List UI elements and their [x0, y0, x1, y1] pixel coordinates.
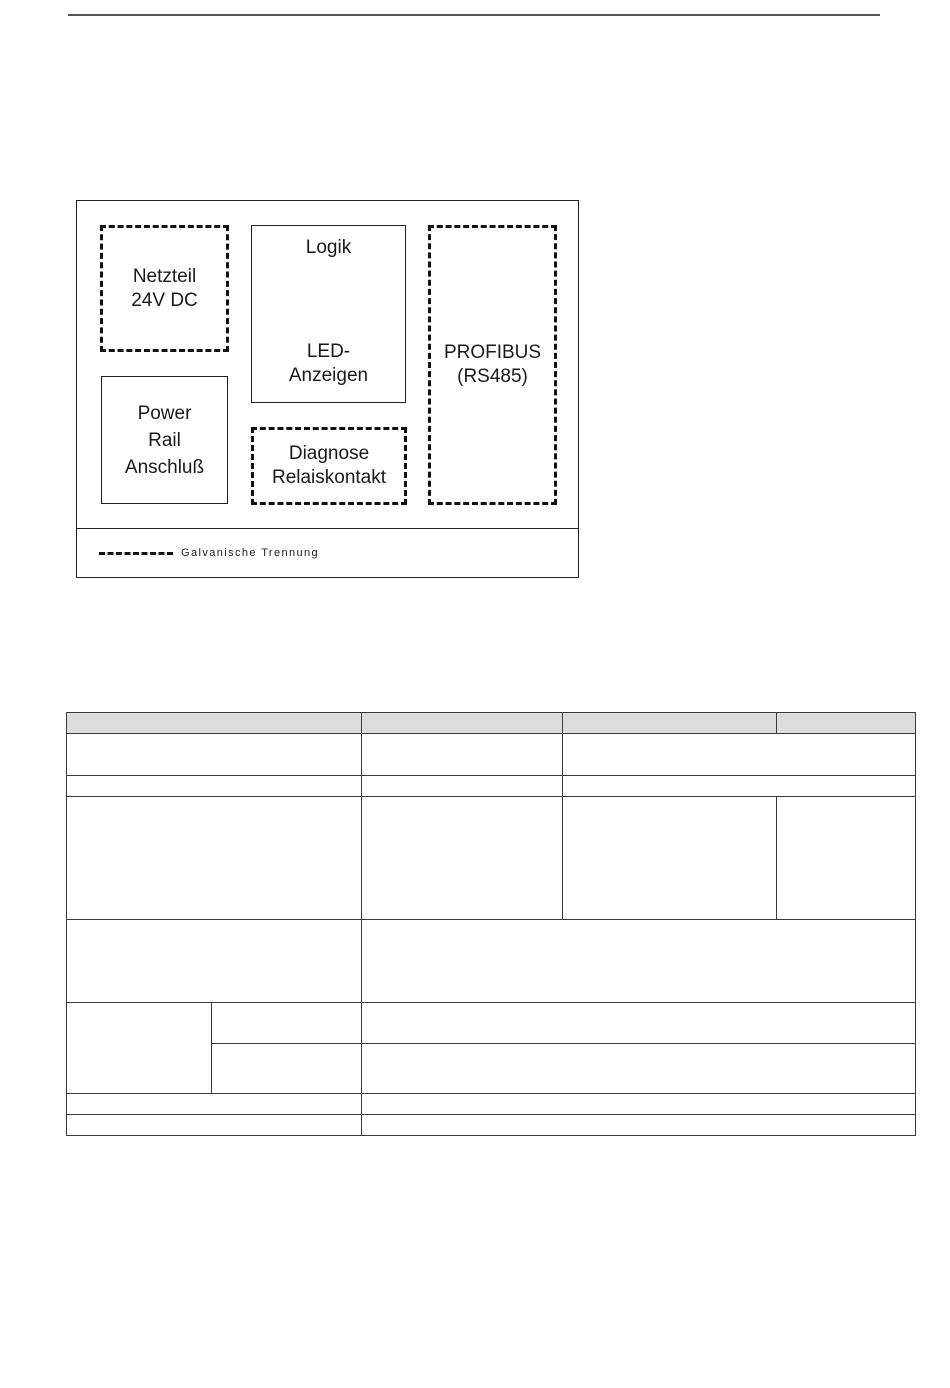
isolation-block-diagram [76, 200, 579, 578]
table-cell [362, 797, 563, 920]
diagram-legend [99, 545, 319, 561]
table-cell [212, 1003, 362, 1044]
table-cell [67, 734, 362, 776]
table-row [67, 920, 916, 1003]
table-header-row [67, 713, 916, 734]
specification-table [66, 712, 916, 1136]
table-cell [563, 734, 916, 776]
power-supply-label-line-2: 24V DC [131, 289, 198, 311]
table-cell [563, 776, 916, 797]
table-cell [362, 1044, 916, 1094]
logic-label: Logik [305, 237, 352, 258]
diagnostic-relay-block [251, 427, 407, 505]
power-rail-label-line-2: Rail [148, 429, 181, 451]
power-supply-block [100, 225, 229, 352]
table-cell [67, 1094, 362, 1115]
table-cell [362, 734, 563, 776]
dashed-line-swatch [99, 552, 173, 555]
table-cell [777, 713, 916, 734]
led-label [289, 340, 368, 388]
table-cell [563, 713, 777, 734]
table-cell [67, 1003, 212, 1094]
page-header-rule [68, 14, 880, 16]
table-cell [362, 1003, 916, 1044]
table-cell [67, 713, 362, 734]
logic-led-block [251, 225, 406, 403]
table-cell [67, 920, 362, 1003]
power-rail-block [101, 376, 228, 504]
table-row [67, 734, 916, 776]
table-cell [777, 797, 916, 920]
profibus-label-line-1: PROFIBUS [443, 342, 542, 363]
diagnostic-relay-label-line-2: Relaiskontakt [271, 467, 387, 488]
legend-divider [77, 528, 578, 529]
profibus-label-line-2: (RS485) [457, 366, 528, 387]
table-cell [212, 1044, 362, 1094]
table-cell [362, 1115, 916, 1136]
table-cell [563, 797, 777, 920]
table-cell [362, 713, 563, 734]
table-cell [362, 920, 916, 1003]
table-cell [362, 1094, 916, 1115]
table-cell [67, 1115, 362, 1136]
led-label-line-1: LED- [306, 341, 351, 362]
legend-label: Galvanische Trennung [181, 547, 320, 559]
power-rail-label-line-1: Power [137, 402, 192, 424]
table-cell [67, 776, 362, 797]
power-rail-label-line-3: Anschluß [124, 456, 205, 478]
profibus-block [428, 225, 557, 505]
table-row [67, 1115, 916, 1136]
table-cell [67, 797, 362, 920]
table-cell [362, 776, 563, 797]
diagnostic-relay-label-line-1: Diagnose [288, 443, 370, 464]
led-label-line-2: Anzeigen [288, 365, 369, 386]
power-supply-label-line-1: Netzteil [132, 265, 197, 287]
table-row [67, 1094, 916, 1115]
table-row [67, 776, 916, 797]
table-row [67, 1003, 916, 1044]
table-row [67, 797, 916, 920]
